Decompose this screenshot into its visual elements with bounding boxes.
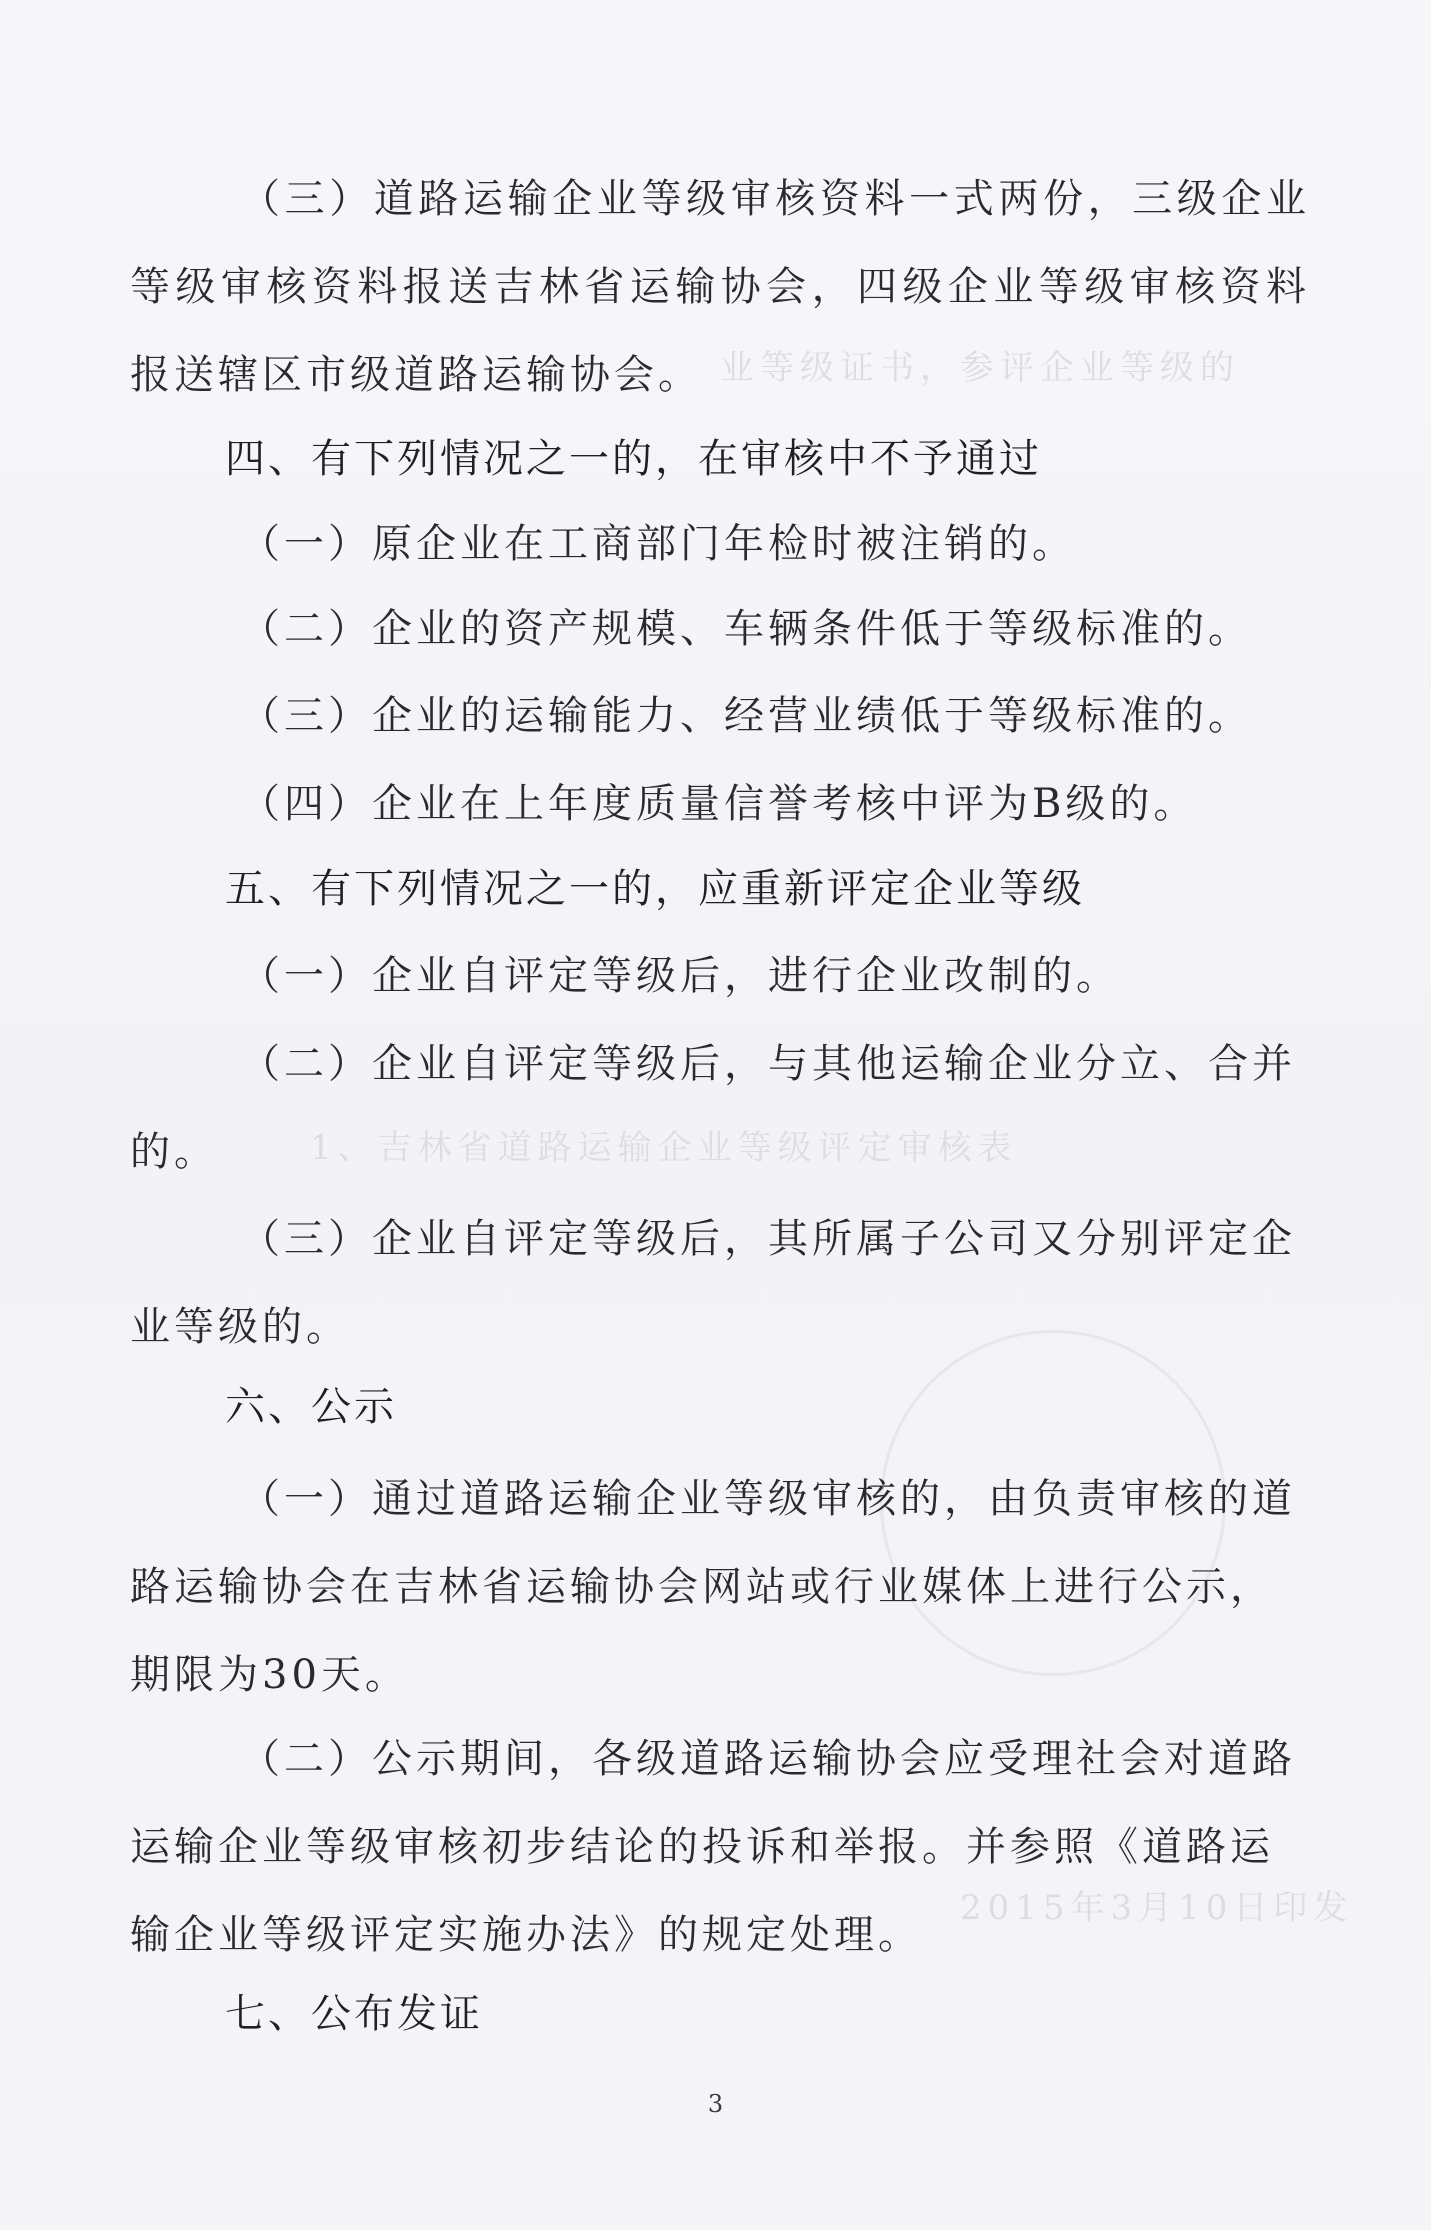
page-number: 3: [707, 2090, 724, 2118]
section-heading-7: 七、公布发证: [225, 1991, 483, 2037]
list-item-4-4: （四）企业在上年度质量信誉考核中评为B级的。: [240, 781, 1198, 827]
list-item-5-2: （二）企业自评定等级后，与其他运输企业分立、合并的。: [130, 1041, 1296, 1175]
paragraph-3-3: （三）道路运输企业等级审核资料一式两份，三级企业等级审核资料报送吉林省运输协会，四级企业等级审核资料报送辖区市级道路运输协会。: [130, 176, 1310, 398]
bleed-through-text: 1、吉林省道路运输企业等级评定审核表: [310, 1128, 1018, 1168]
section-heading-6: 六、公示: [225, 1384, 397, 1430]
list-item-6-1: （一）通过道路运输企业等级审核的，由负责审核的道路运输协会在吉林省运输协会网站或行业媒体上进行公示，期限为30天。: [130, 1476, 1296, 1698]
list-item-5-1: （一）企业自评定等级后，进行企业改制的。: [240, 953, 1120, 999]
bleed-through-text: 2015年3月10日印发: [960, 1888, 1354, 1928]
list-item-6-2: （二）公示期间，各级道路运输协会应受理社会对道路运输企业等级审核初步结论的投诉和举报。并参照《道路运输企业等级评定实施办法》的规定处理。: [130, 1736, 1296, 1958]
list-item-4-3: （三）企业的运输能力、经营业绩低于等级标准的。: [240, 693, 1252, 739]
list-item-5-3: （三）企业自评定等级后，其所属子公司又分别评定企业等级的。: [130, 1216, 1296, 1350]
bleed-through-text: 业等级证书，参评企业等级的: [720, 348, 1240, 388]
section-heading-4: 四、有下列情况之一的，在审核中不予通过: [225, 436, 1042, 482]
list-item-4-1: （一）原企业在工商部门年检时被注销的。: [240, 521, 1076, 567]
section-heading-5: 五、有下列情况之一的，应重新评定企业等级: [225, 866, 1085, 912]
list-item-4-2: （二）企业的资产规模、车辆条件低于等级标准的。: [240, 606, 1252, 652]
